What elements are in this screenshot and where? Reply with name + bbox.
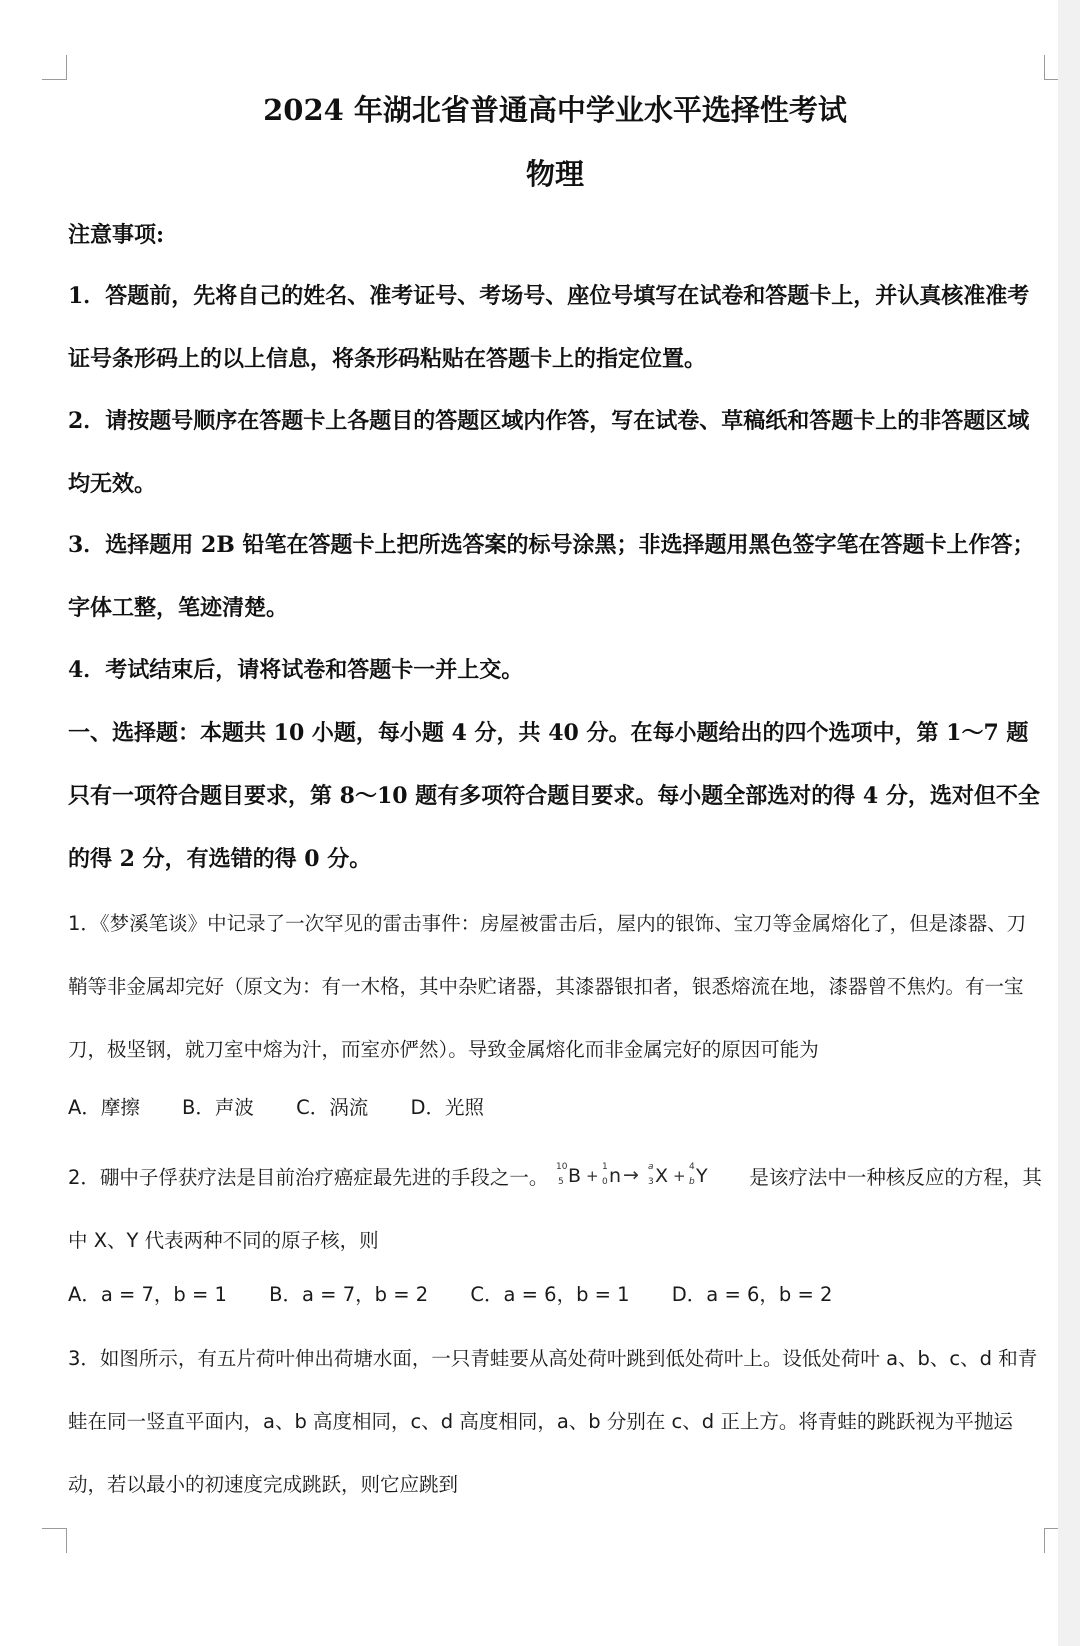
plus-sign-1: + [586,1167,599,1185]
question-2-options [68,1280,868,1310]
boron-symbol: B [568,1165,582,1187]
y-symbol: Y [696,1165,709,1187]
notice-item-1: 1．答题前，先将自己的姓名、准考证号、考场号、座位号填写在试卷和答题卡上，并认真核准准考证号条形码上的以上信息，将条形码粘贴在答题卡上的指定位置。 [68,283,1030,372]
x-mass-number: a [648,1162,654,1172]
crop-mark-bottom-left [42,1528,67,1553]
question-2-option-c: C．a = 6，b = 1 [470,1283,630,1306]
boron-mass-number: 10 [556,1162,568,1172]
question-1-option-c: C．涡流 [296,1096,369,1119]
nuclear-reaction-formula [554,1160,729,1190]
section-one-instructions: 一、选择题：本题共 10 小题，每小题 4 分，共 40 分。在每小题给出的四个选项中，第 1～7 题只有一项符合题目要求，第 8～10 题有多项符合题目要求。每小题全部选对的得 4 分，选对但不全的得 2 分，有选错的得 0 分。 [68,720,1040,872]
boron-charge-number: 5 [558,1177,565,1187]
notice-item-4: 4．考试结束后，请将试卷和答题卡一并上交。 [68,657,524,683]
neutron-symbol: n [609,1165,622,1187]
y-mass-number: 4 [689,1162,696,1172]
question-1-options [68,1093,520,1123]
neutron-charge-number: 0 [602,1177,609,1187]
plus-sign-2: + [673,1167,686,1185]
question-2-option-a: A．a = 7，b = 1 [68,1283,227,1306]
question-2-option-b: B．a = 7，b = 2 [269,1283,429,1306]
question-1-option-d: D．光照 [410,1096,484,1119]
notice-item-2: 2．请按题号顺序在答题卡上各题目的答题区域内作答，写在试卷、草稿纸和答题卡上的非答题区域均无效。 [68,408,1030,497]
exam-title: 2024 年湖北省普通高中学业水平选择性考试 [263,93,847,127]
question-1-stem: 1．《梦溪笔谈》中记录了一次罕见的雷击事件：房屋被雷击后，屋内的银饰、宝刀等金属熔化了，但是漆器、刀鞘等非金属却完好（原文为：有一木格，其中杂贮诸器，其漆器银扣者，银悉熔流在地，漆器曾不焦灼。有一宝刀，极坚钢，就刀室中熔为汁，而室亦俨然）。导致金属熔化而非金属完好的原因可能为 [68,912,1027,1061]
x-symbol: X [655,1165,669,1187]
notice-item-3: 3．选择题用 2B 铅笔在答题卡上把所选答案的标号涂黑；非选择题用黑色签字笔在答题卡上作答；字体工整，笔迹清楚。 [68,532,1035,621]
y-charge-number: b [689,1177,696,1187]
question-2-option-d: D．a = 6，b = 2 [671,1283,833,1306]
x-charge-number: 3 [648,1177,655,1187]
question-2-stem-after: 是该疗法中一种核反应的方程，其中 X、Y 代表两种不同的原子核，则 [68,1166,1042,1252]
question-2-stem-before: 2．硼中子俘获疗法是目前治疗癌症最先进的手段之一。 [68,1166,549,1189]
neutron-mass-number: 1 [602,1162,609,1172]
question-1-option-b: B．声波 [182,1096,254,1119]
exam-subject: 物理 [525,157,584,191]
question-3-stem: 3．如图所示，有五片荷叶伸出荷塘水面，一只青蛙要从高处荷叶跳到低处荷叶上。设低处荷叶 a、b、c、d 和青蛙在同一竖直平面内，a、b 高度相同，c、d 高度相同，a、b 分别在 c、d 正上方。将青蛙的跳跃视为平抛运动，若以最小的初速度完成跳跃，则它应跳到 [68,1347,1038,1496]
notice-heading: 注意事项: [68,222,165,248]
question-2-stem [68,1146,1043,1272]
reaction-arrow: → [623,1164,640,1186]
viewer-scroll-edge[interactable] [1058,0,1080,1646]
crop-mark-top-left [42,55,67,80]
question-1-option-a: A．摩擦 [68,1096,140,1119]
